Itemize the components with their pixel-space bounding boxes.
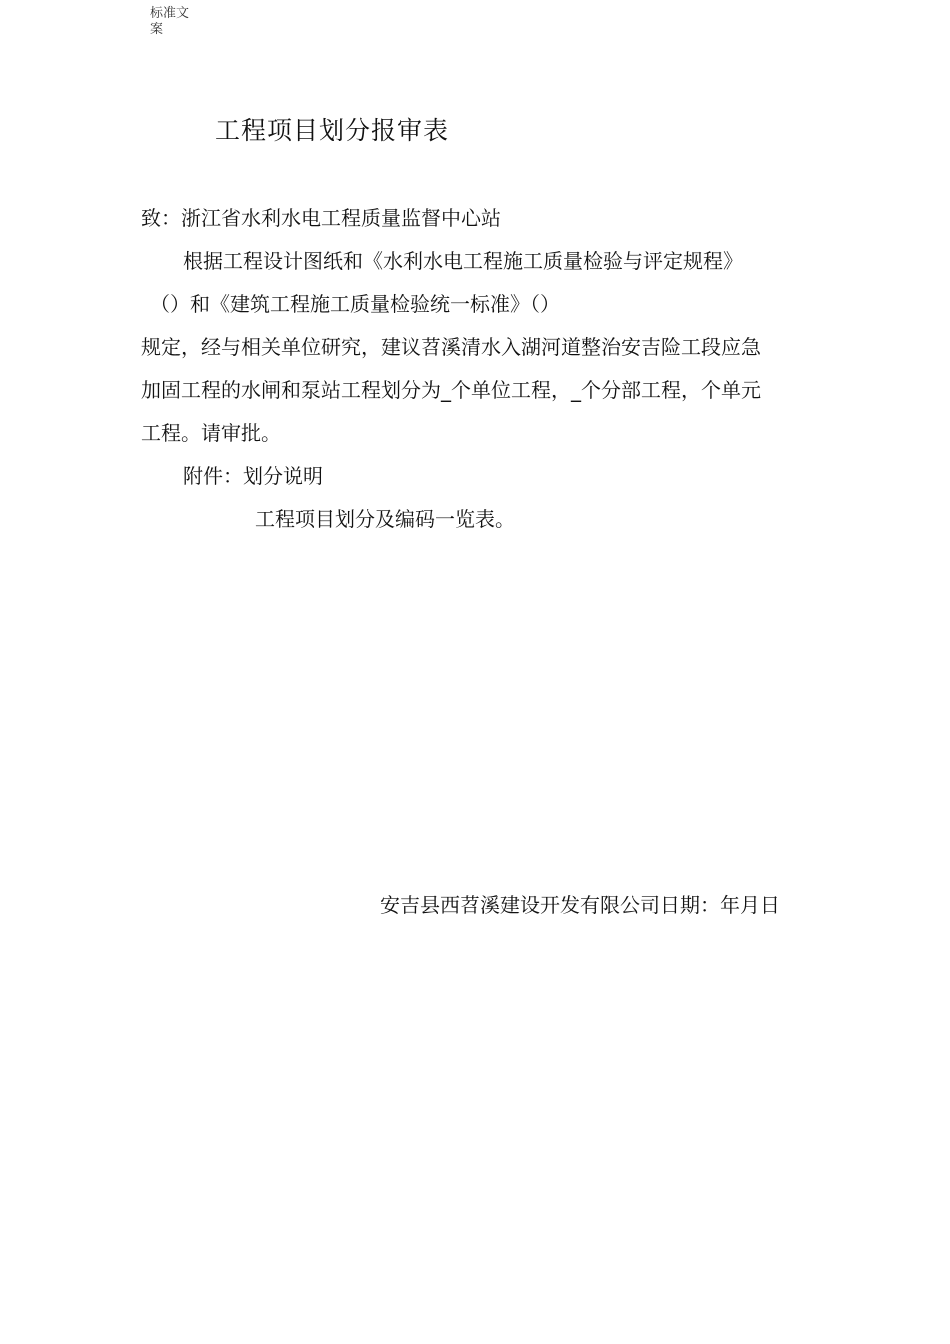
attachment-label: 附件：划分说明	[183, 464, 323, 488]
attachment-item: 工程项目划分及编码一览表。	[255, 507, 515, 531]
header-note: 标准文案	[150, 6, 190, 37]
body-line-2: （）和《建筑工程施工质量检验统一标准》（）	[150, 292, 560, 316]
body-line-1: 根据工程设计图纸和《水利水电工程施工质量检验与评定规程》	[183, 249, 743, 273]
body-line-4: 加固工程的水闸和泵站工程划分为_个单位工程，_个分部工程，个单元	[141, 378, 761, 402]
addressee-line: 致：浙江省水利水电工程质量监督中心站	[141, 206, 501, 230]
signature-date-line: 安吉县西苕溪建设开发有限公司日期：年月日	[380, 893, 780, 917]
document-title: 工程项目划分报审表	[215, 116, 450, 145]
body-line-3: 规定，经与相关单位研究，建议苕溪清水入湖河道整治安吉险工段应急	[141, 335, 761, 359]
body-line-5: 工程。请审批。	[141, 421, 281, 445]
